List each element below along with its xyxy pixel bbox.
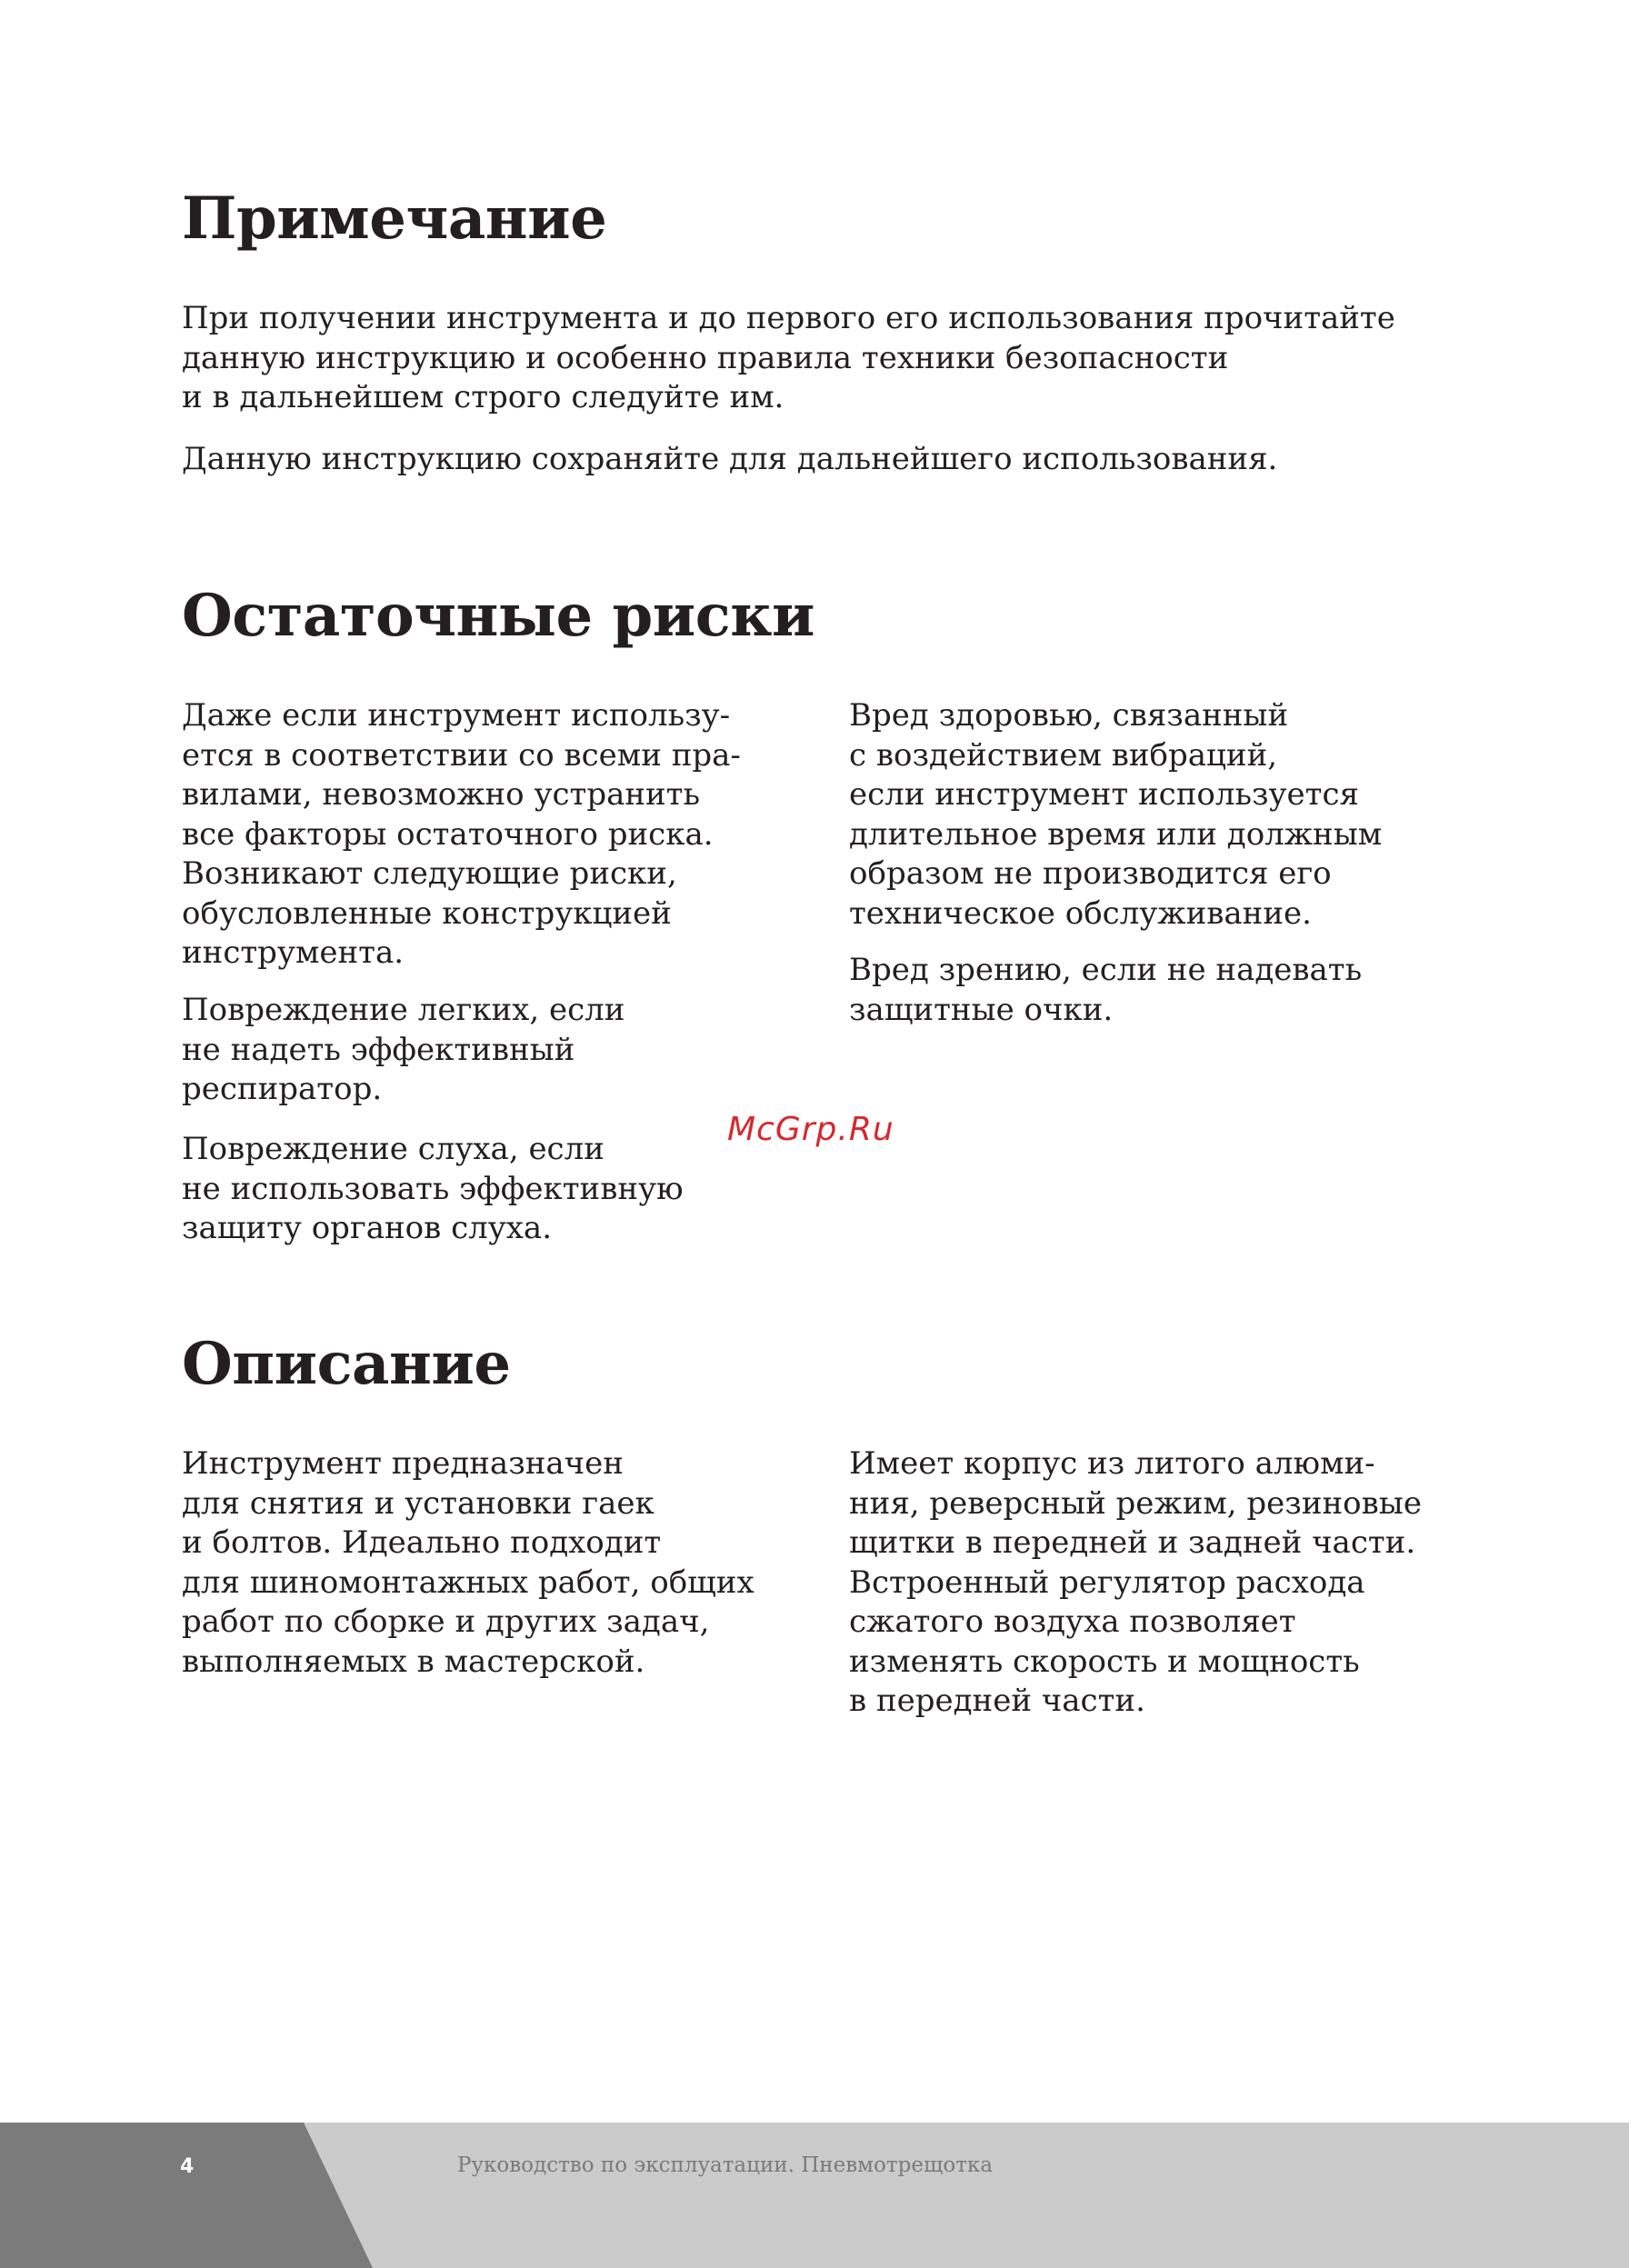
note-paragraph-2: Данную инструкцию сохраняйте для дальнейшего использования. [182, 441, 1278, 477]
risks-left-paragraph-3: Повреждение слуха, если не использовать эффективную защиту органов слуха. [182, 1131, 684, 1246]
risks-right-paragraph-2: Вред зрению, если не надевать защитные очки. [849, 952, 1363, 1028]
risks-right-paragraph-1: Вред здоровью, связанный с воздействием вибраций, если инструмент используется длительное время или должным образом не производится его техническое обслуживание. [849, 697, 1383, 932]
page-footer [0, 2123, 1629, 2268]
description-left-paragraph: Инструмент предназначен для снятия и установки гаек и болтов. Идеально подходит для шиномонтажных работ, общих работ по сборке и других задач, выполняемых в мастерской. [182, 1445, 755, 1680]
footer-document-title: Руководство по эксплуатации. Пневмотрещотка [457, 2153, 994, 2177]
note-paragraph-1: При получении инструмента и до первого его использования прочитайте данную инструкцию и особенно правила техники безопасности и в дальнейшем строго следуйте им. [182, 300, 1395, 415]
heading-residual-risks: Остаточные риски [182, 582, 814, 650]
page-number: 4 [180, 2155, 195, 2178]
heading-note: Примечание [182, 185, 607, 253]
watermark: McGrp.Ru [727, 1111, 894, 1148]
description-right-paragraph: Имеет корпус из литого алюми- ния, реверсный режим, резиновые щитки в передней и задней части. Встроенный регулятор расхода сжатого воздуха позволяет изменять скорость и мощность в передней части. [849, 1445, 1422, 1719]
heading-description: Описание [182, 1330, 511, 1398]
footer-band [0, 2123, 1629, 2268]
risks-left-paragraph-1: Даже если инструмент использу- ется в соответствии со всеми пра- вилами, невозможно устранить все факторы остаточного риска. Возникают следующие риски, обусловленные конструкцией инструмента. [182, 697, 741, 971]
risks-left-paragraph-2: Повреждение легких, если не надеть эффективный респиратор. [182, 992, 625, 1107]
